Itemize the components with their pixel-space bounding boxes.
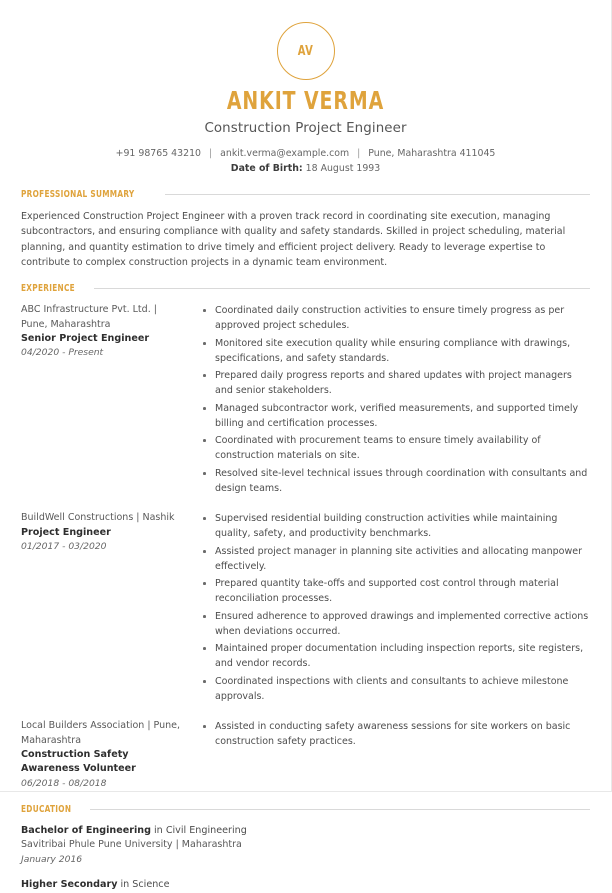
date-of-birth-line bbox=[21, 162, 590, 176]
candidate-job-title: Construction Project Engineer bbox=[204, 121, 407, 137]
experience-dates: 06/2018 - 08/2018 bbox=[21, 777, 107, 789]
education-school: Savitribai Phule Pune University | Maharashtra bbox=[21, 839, 242, 851]
candidate-name: ANKIT VERMA bbox=[226, 86, 385, 115]
contact-location: Pune, Maharashtra 411045 bbox=[368, 148, 496, 160]
education-degree bbox=[21, 824, 590, 839]
section-divider bbox=[165, 194, 590, 195]
contact-phone: +91 98765 43210 bbox=[115, 148, 202, 160]
education-degree-name: Bachelor of Engineering bbox=[21, 824, 151, 836]
section-title-experience: EXPERIENCE bbox=[21, 283, 75, 295]
bullet-item: Prepared quantity take-offs and supported cost control through material reconciliation processes. bbox=[202, 576, 590, 606]
experience-dates: 04/2020 - Present bbox=[21, 347, 104, 359]
experience-organization: BuildWell Constructions | Nashik bbox=[21, 512, 175, 524]
avatar bbox=[277, 22, 335, 80]
experience-meta bbox=[21, 719, 193, 790]
bullet-item: Resolved site-level technical issues through coordination with consultants and design teams. bbox=[202, 466, 590, 496]
bullet-item: Coordinated daily construction activities to ensure timely progress as per approved project schedules. bbox=[202, 303, 590, 333]
experience-meta bbox=[21, 511, 193, 553]
experience-bullets bbox=[193, 303, 590, 498]
bullet-item: Maintained proper documentation including inspection reports, site registers, and vendor records. bbox=[202, 641, 590, 671]
section-divider bbox=[90, 809, 590, 810]
experience-entry bbox=[21, 511, 590, 706]
bullet-item: Coordinated inspections with clients and consultants to achieve milestone approvals. bbox=[202, 674, 590, 704]
experience-role: Construction Safety Awareness Volunteer bbox=[21, 748, 136, 775]
resume-header bbox=[21, 22, 590, 176]
section-title-summary: PROFESSIONAL SUMMARY bbox=[21, 188, 135, 200]
experience-role: Senior Project Engineer bbox=[21, 332, 150, 344]
education-entry bbox=[21, 878, 590, 893]
education-degree-name: Higher Secondary bbox=[21, 879, 118, 891]
experience-entry bbox=[21, 303, 590, 498]
experience-role: Project Engineer bbox=[21, 526, 111, 538]
section-header-experience bbox=[21, 283, 590, 294]
summary-text: Experienced Construction Project Engineer with a proven track record in coordinating site execution, managing subcontractors, and ensuring compliance with quality and safety standards. Skilled in project scheduling, material planning, and quantity estimation to drive timely and efficient project delivery. Ready to leverage expertise to contribute to complex construction projects in a dynamic team environment. bbox=[21, 210, 566, 269]
experience-bullets bbox=[193, 511, 590, 706]
bullet-item: Assisted project manager in planning site activities and allocating manpower effectively. bbox=[202, 544, 590, 574]
education-date: January 2016 bbox=[21, 854, 83, 866]
bullet-item: Supervised residential building construction activities while maintaining quality, safety, and productivity benchmarks. bbox=[202, 511, 590, 541]
avatar-initials: AV bbox=[297, 43, 314, 59]
experience-bullets bbox=[193, 719, 590, 752]
education-degree-field: in Civil Engineering bbox=[150, 824, 247, 836]
bullet-item: Ensured adherence to approved drawings and implemented corrective actions when deviations occurred. bbox=[202, 609, 590, 639]
contact-email[interactable]: ankit.verma@example.com bbox=[220, 148, 350, 160]
date-of-birth-value: 18 August 1993 bbox=[305, 162, 381, 174]
experience-organization: Local Builders Association | Pune, Maharashtra bbox=[21, 720, 181, 746]
contact-separator-1: | bbox=[209, 148, 213, 160]
section-header-education bbox=[21, 804, 590, 815]
education-entry bbox=[21, 824, 590, 868]
section-title-education: EDUCATION bbox=[21, 803, 72, 815]
section-divider bbox=[94, 288, 590, 289]
experience-meta bbox=[21, 303, 193, 360]
bullet-item: Coordinated with procurement teams to ensure timely availability of construction materials on site. bbox=[202, 433, 590, 463]
bullet-item: Assisted in conducting safety awareness sessions for site workers on basic construction safety practices. bbox=[202, 719, 590, 749]
education-degree-field: in Science bbox=[117, 879, 170, 891]
bullet-item: Monitored site execution quality while ensuring compliance with drawings, specifications, and safety standards. bbox=[202, 336, 590, 366]
experience-dates: 01/2017 - 03/2020 bbox=[21, 541, 107, 553]
section-header-summary bbox=[21, 189, 590, 200]
contact-separator-2: | bbox=[357, 148, 361, 160]
experience-organization: ABC Infrastructure Pvt. Ltd. | Pune, Maharashtra bbox=[21, 304, 157, 330]
date-of-birth-label: Date of Birth: bbox=[230, 162, 303, 174]
experience-entry bbox=[21, 719, 590, 790]
bullet-item: Prepared daily progress reports and shared updates with project managers and senior stakeholders. bbox=[202, 368, 590, 398]
education-degree bbox=[21, 878, 590, 893]
contact-line bbox=[21, 147, 590, 162]
bullet-item: Managed subcontractor work, verified measurements, and supported timely billing and certification processes. bbox=[202, 401, 590, 431]
